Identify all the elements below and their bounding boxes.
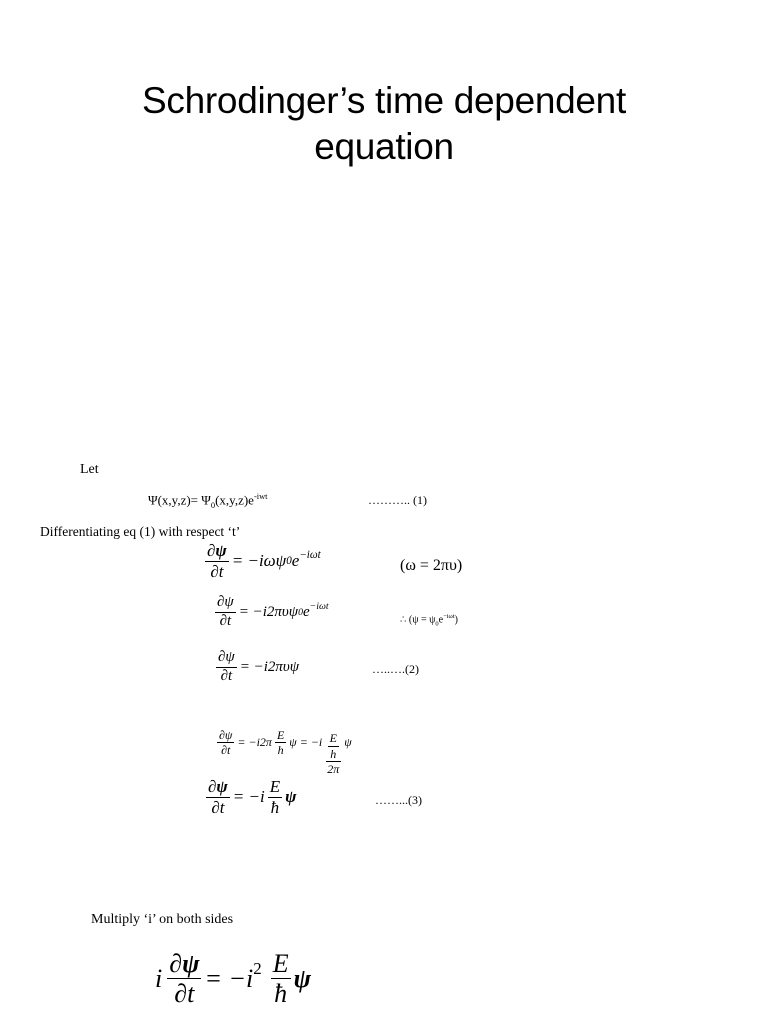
equation-1-tag: ……….. (1) [368,493,427,507]
equation-e [203,778,296,817]
equation-d-h: h [277,743,284,758]
psi-note-sub: 0 [435,620,439,628]
equation-e-hbar: ħ [270,797,280,817]
psi-note-post: ) [454,614,458,626]
equation-d-fraction-2 [275,729,286,757]
equation-2-tag: …..….(2) [372,662,419,676]
equation-f-fraction-1 [167,950,201,1008]
equation-f-numerator: ∂ψ [169,949,200,978]
equation-d-mid2: ψ = −i [289,735,323,750]
equation-e-denominator: ∂t [211,797,225,817]
equation-f-psi: ψ [293,963,311,993]
equation-d-fraction-3 [325,732,341,776]
equation-e-fraction-2 [268,778,282,817]
equation-f-hbar: ħ [274,979,288,1009]
equation-b-numerator: ∂ψ [215,595,236,613]
equation-c [213,650,299,685]
equation-f-denominator: ∂t [174,979,195,1009]
equation-b-sub: 0 [298,606,303,618]
psi-note-pre: ∴ (ψ = ψ [400,614,436,626]
equation-c-denominator: ∂t [220,667,233,684]
omega-note: (ω = 2πυ) [400,557,463,574]
equation-b-exp-base: e [303,603,310,620]
equation-f-sup: 2 [253,958,262,978]
equation-b [212,595,329,630]
equation-d-inner-fraction [326,732,341,762]
slide-title [0,78,768,170]
equation-d [214,710,352,776]
equation-3-tag: ……...(3) [375,793,422,807]
equation-b-fraction [215,595,236,630]
psi-note-sup: −iωt [443,613,455,620]
equation-e-psi: ψ [285,787,297,807]
equation-1 [148,491,268,510]
equation-c-numerator: ∂ψ [216,650,237,668]
equation-d-h2: h [330,746,337,761]
equation-a-sub: 0 [286,555,292,568]
psi-note-exp-base: e [438,614,444,626]
equation-d-e2: E [329,731,337,745]
equation-a-exp-base: e [291,551,300,571]
equation-a-rhs: = −iωψ [231,551,287,571]
equation-b-sup: −iωt [309,600,329,612]
equation-c-fraction [216,650,237,685]
equation-b-denominator: ∂t [219,612,232,629]
equation-f-mid: = −i [204,963,254,993]
slide-title-line-2: equation [314,126,454,167]
equation-d-denominator: ∂t [221,743,231,758]
equation-e-e: E [269,777,281,796]
equation-a-numerator: ∂ψ [207,541,227,560]
equation-f-fraction-2 [271,950,291,1008]
let-label: Let [80,462,99,477]
equation-d-e-over-h [328,732,339,760]
psi-note [400,613,458,627]
equation-a-sup: −iωt [299,549,321,562]
equation-f-e: E [272,949,289,978]
equation-1-lhs: Ψ(x,y,z)= Ψ [148,492,211,508]
equation-d-psi: ψ [344,735,352,750]
equation-e-fraction-1 [206,778,230,817]
equation-c-rhs: = −i2πυψ [239,658,300,675]
equation-d-mid: = −i2π [237,735,272,750]
equation-a [202,542,321,581]
equation-d-numerator: ∂ψ [219,727,233,742]
equation-1-sub: 0 [210,499,216,510]
equation-f-i: i [155,963,163,993]
equation-d-e: E [276,727,285,742]
differentiating-text: Differentiating eq (1) with respect ‘t’ [40,524,241,539]
equation-b-rhs: = −i2πυψ [238,603,299,620]
equation-d-2pi: 2π [327,762,340,777]
equation-a-fraction [205,542,229,581]
multiply-text: Multiply ‘i’ on both sides [91,912,234,927]
equation-1-sup: -iwt [253,491,268,501]
equation-e-mid: = −i [232,787,265,807]
equation-e-numerator: ∂ψ [208,777,228,796]
slide-title-line-1: Schrodinger’s time dependent [142,80,626,121]
equation-1-mid: (x,y,z)e [215,492,254,508]
equation-a-denominator: ∂t [210,561,224,581]
equation-d-fraction-1 [217,729,234,757]
equation-f [155,950,311,1008]
